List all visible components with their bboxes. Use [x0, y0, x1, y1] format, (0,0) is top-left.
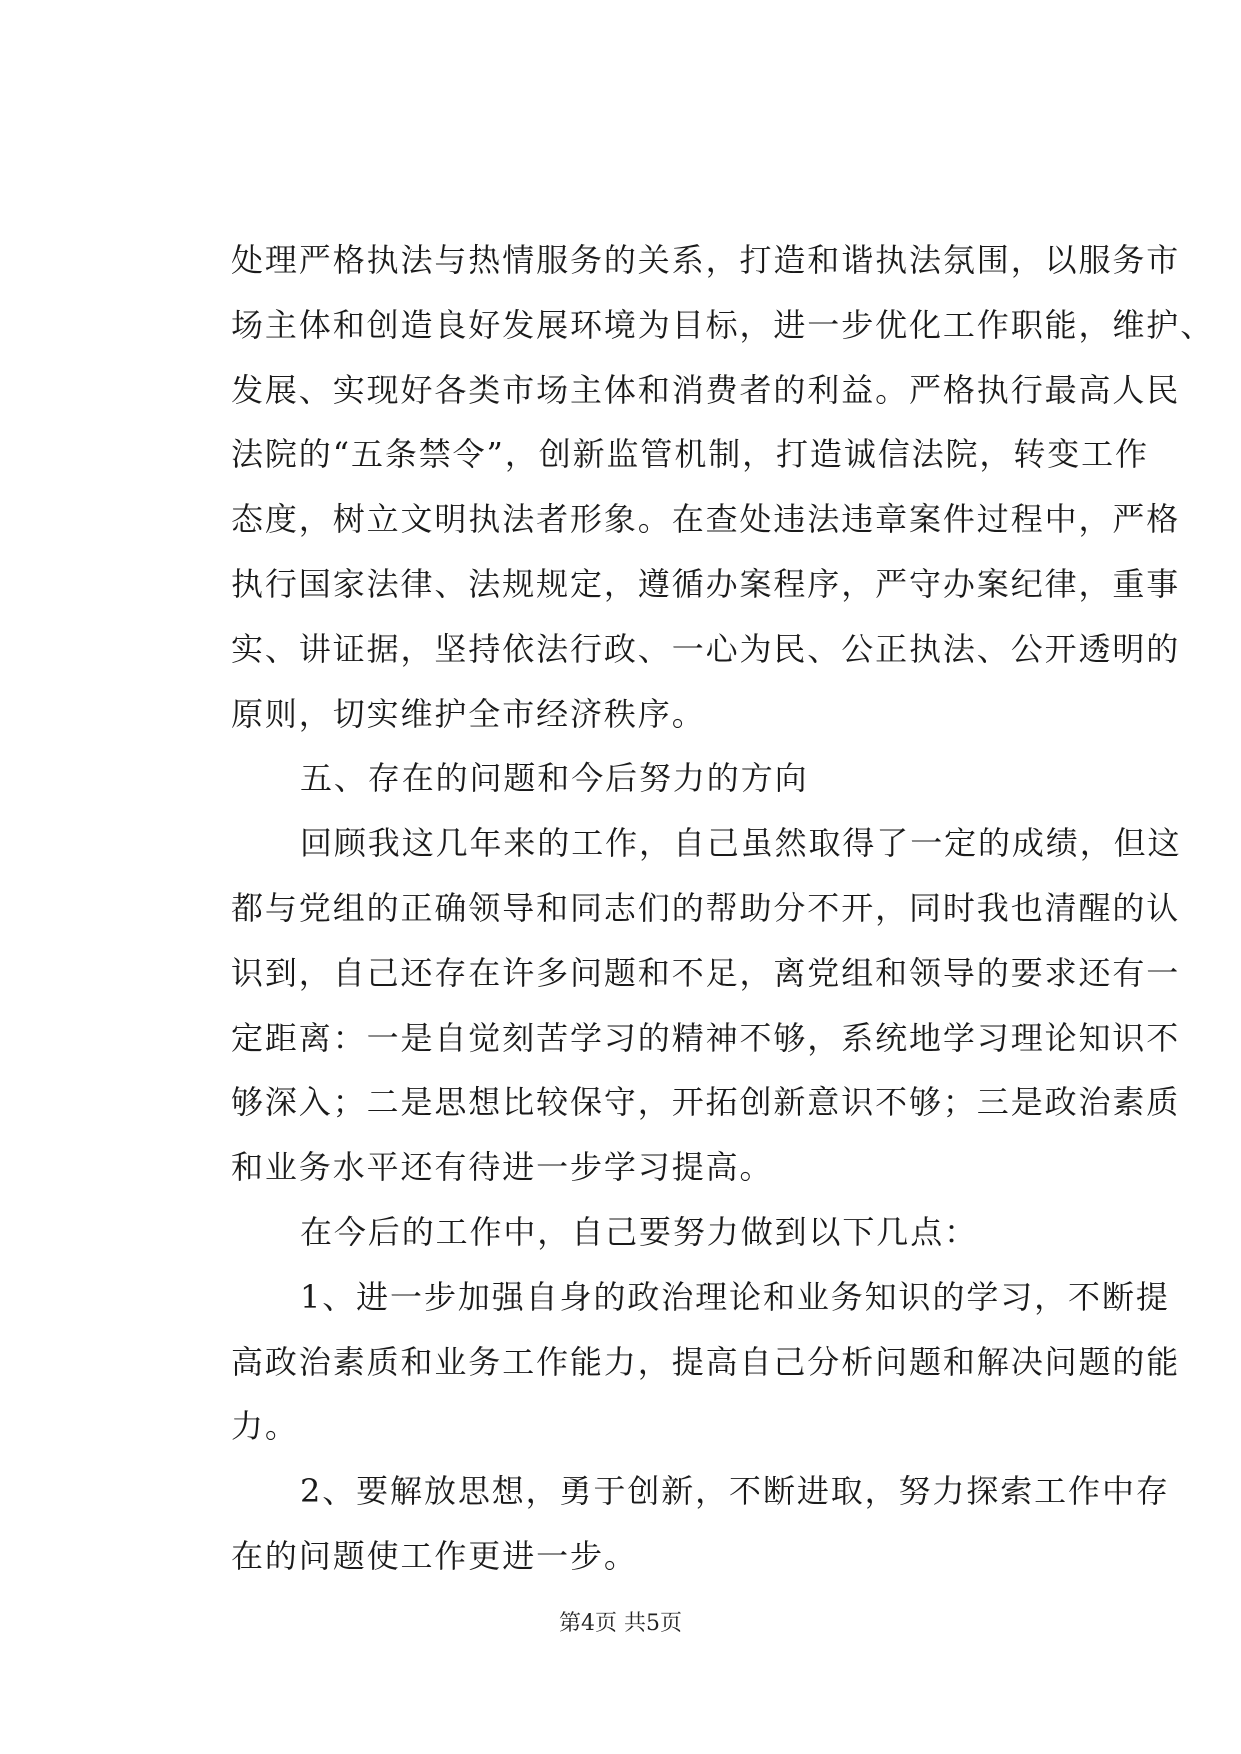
page-footer	[0, 1606, 1241, 1637]
text-line: 法院的“五条禁令”，创新监管机制，打造诚信法院，转变工作	[231, 435, 1149, 474]
text-line: 发展、实现好各类市场主体和消费者的利益。严格执行最高人民	[231, 370, 1181, 409]
document-body	[231, 228, 1215, 1589]
text-line: 在今后的工作中，自己要努力做到以下几点：	[300, 1212, 979, 1251]
text-line: 场主体和创造良好发展环境为目标，进一步优化工作职能，维护、	[231, 305, 1215, 344]
text-line: 和业务水平还有待进一步学习提高。	[231, 1148, 774, 1187]
text-line: 1、进一步加强自身的政治理论和业务知识的学习，不断提	[300, 1277, 1170, 1316]
text-line: 实、讲证据，坚持依法行政、一心为民、公正执法、公开透明的	[231, 629, 1181, 668]
text-line: 原则，切实维护全市经济秩序。	[231, 694, 706, 733]
text-line: 回顾我这几年来的工作，自己虽然取得了一定的成绩，但这	[300, 824, 1182, 863]
text-line: 处理严格执法与热情服务的关系，打造和谐执法氛围，以服务市	[231, 241, 1181, 279]
text-line: 态度，树立文明执法者形象。在查处违法违章案件过程中，严格	[231, 500, 1181, 539]
text-line: 力。	[231, 1407, 299, 1446]
text-line: 2、要解放思想，勇于创新，不断进取，努力探索工作中存	[300, 1472, 1170, 1511]
page-number-label: 第4页 共5页	[559, 1611, 682, 1636]
text-line: 五、存在的问题和今后努力的方向	[300, 759, 809, 798]
text-line: 都与党组的正确领导和同志们的帮助分不开，同时我也清醒的认	[231, 888, 1181, 927]
text-line: 够深入；二是思想比较保守，开拓创新意识不够；三是政治素质	[231, 1083, 1181, 1122]
text-line: 在的问题使工作更进一步。	[231, 1536, 638, 1575]
text-line: 高政治素质和业务工作能力，提高自己分析问题和解决问题的能	[231, 1342, 1181, 1381]
text-line: 执行国家法律、法规规定，遵循办案程序，严守办案纪律，重事	[231, 564, 1181, 603]
text-line: 定距离：一是自觉刻苦学习的精神不够，系统地学习理论知识不	[231, 1018, 1181, 1057]
text-line: 识到，自己还存在许多问题和不足，离党组和领导的要求还有一	[231, 953, 1181, 992]
